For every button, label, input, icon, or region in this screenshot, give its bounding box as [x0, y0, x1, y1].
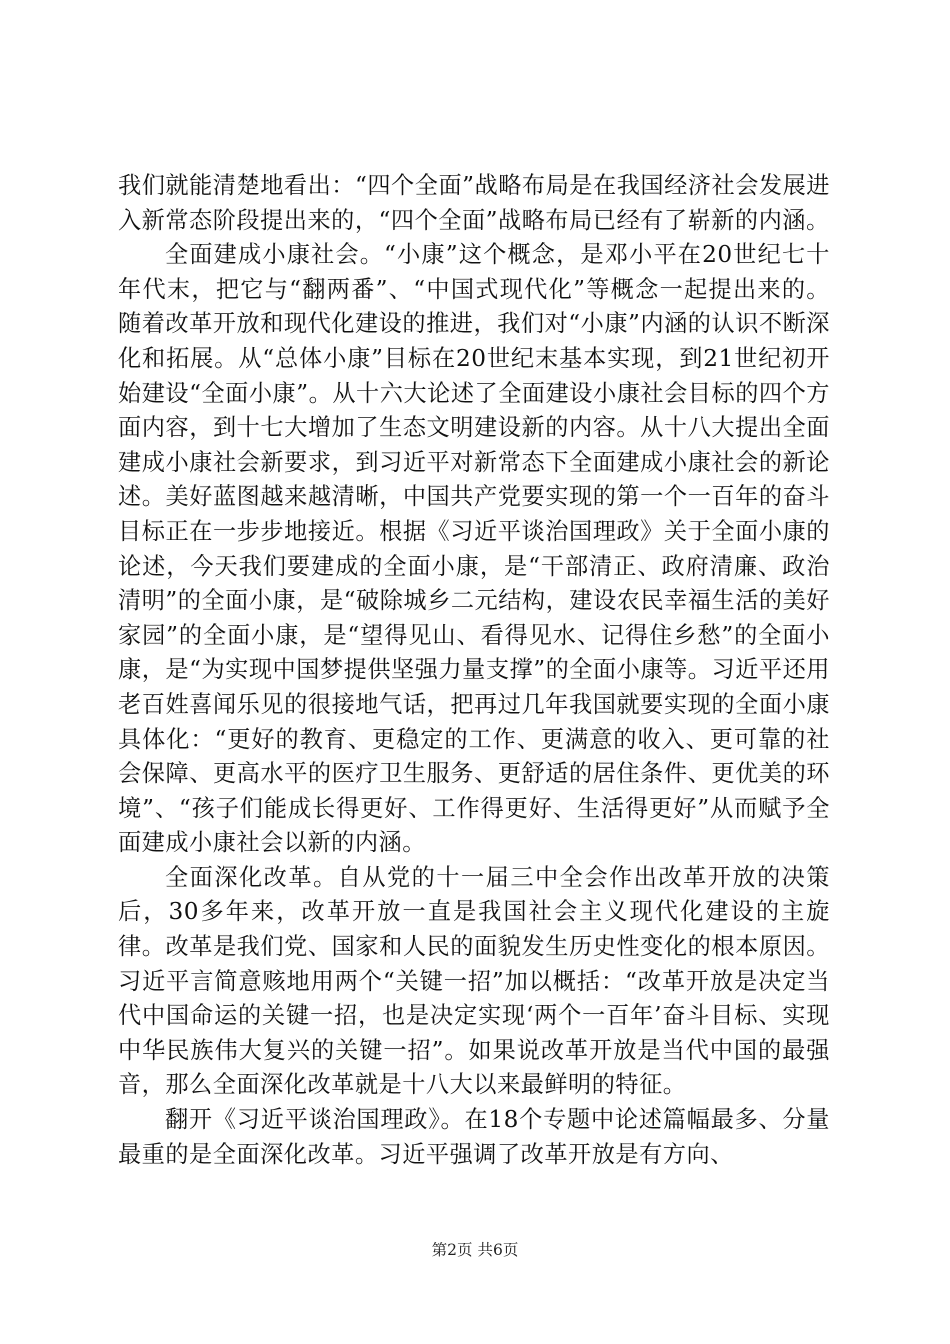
paragraph-1: 我们就能清楚地看出：“四个全面”战略布局是在我国经济社会发展进入新常态阶段提出来的，“四个全面”战略布局已经有了崭新的内涵。 [118, 172, 830, 234]
paragraph-xiaokang: 全面建成小康社会。“小康”这个概念，是邓小平在20世纪七十年代末，把它与“翻两番”、“中国式现代化”等概念一起提出来的。随着改革开放和现代化建设的推进，我们对“小康”内涵的认识不断深化和拓展。从“总体小康”目标在20世纪末基本实现，到21世纪初开始建设“全面小康”。从十六大论述了全面建设小康社会目标的四个方面内容，到十七大增加了生态文明建设新的内容。从十八大提出全面建成小康社会新要求，到习近平对新常态下全面建成小康社会的新论述。美好蓝图越来越清晰，中国共产党要实现的第一个一百年的奋斗目标正在一步步地接近。根据《习近平谈治国理政》关于全面小康的论述，今天我们要建成的全面小康，是“干部清正、政府清廉、政治清明”的全面小康，是“破除城乡二元结构，建设农民幸福生活的美好家园”的全面小康，是“望得见山、看得见水、记得住乡愁”的全面小康，是“为实现中国梦提供坚强力量支撑”的全面小康等。习近平还用老百姓喜闻乐见的很接地气话，把再过几年我国就要实现的全面小康具体化：“更好的教育、更稳定的工作、更满意的收入、更可靠的社会保障、更高水平的医疗卫生服务、更舒适的居住条件、更优美的环境”、“孩子们能成长得更好、工作得更好、生活得更好”从而赋予全面建成小康社会以新的内涵。 [118, 241, 830, 857]
document-body [118, 169, 830, 1172]
page-footer: 第2页 共6页 [431, 1241, 519, 1259]
paragraph-governance-book: 翻开《习近平谈治国理政》。在18个专题中论述篇幅最多、分量最重的是全面深化改革。习近平强调了改革开放是有方向、 [118, 1106, 830, 1168]
paragraph-reform: 全面深化改革。自从党的十一届三中全会作出改革开放的决策后，30多年来，改革开放一直是我国社会主义现代化建设的主旋律。改革是我们党、国家和人民的面貌发生历史性变化的根本原因。习近平言简意赅地用两个“关键一招”加以概括：“改革开放是决定当代中国命运的关键一招，也是决定实现‘两个一百年’奋斗目标、实现中华民族伟大复兴的关键一招”。如果说改革开放是当代中国的最强音，那么全面深化改革就是十八大以来最鲜明的特征。 [118, 863, 830, 1099]
